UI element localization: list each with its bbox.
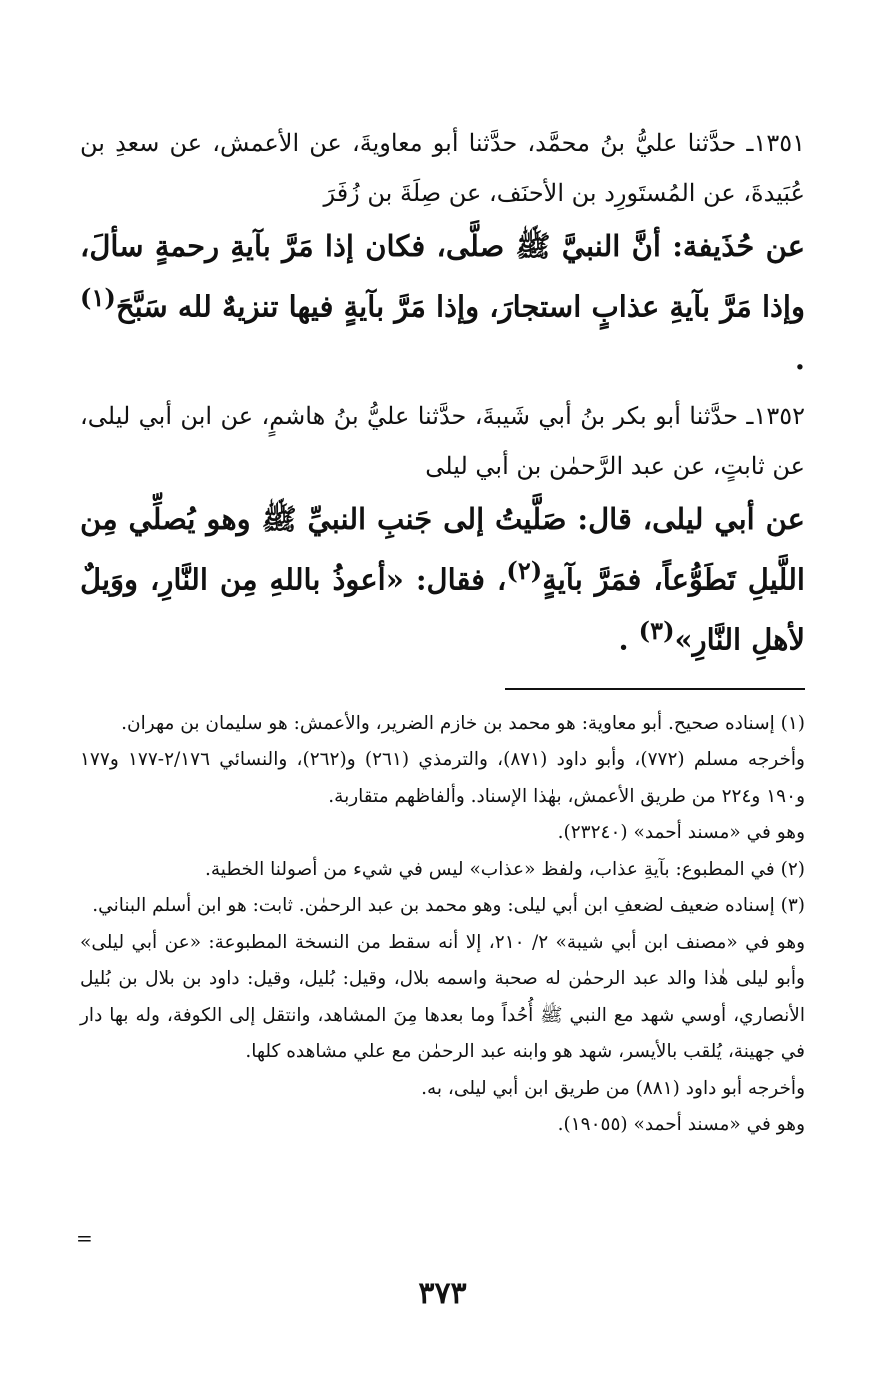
hadith-1352-matn [80, 493, 805, 666]
main-text [80, 118, 805, 666]
hadith-1351-matn-text: عن حُذَيفة: أنَّ النبيَّ ﷺ صلَّى، فكان إذا مَرَّ بآيةِ رحمةٍ سألَ، وإذا مَرَّ بآيةِ عذابٍ استجارَ، وإذا مَرَّ بآيةٍ فيها تنزيهٌ لله سَبَّحَ [80, 229, 805, 324]
hadith-1352-isnad: ١٣٥٢ـ حدَّثنا أبو بكر بنُ أبي شَيبةَ، حدَّثنا عليُّ بنُ هاشمٍ، عن ابن أبي ليلى، عن ثابتٍ، عن عبد الرَّحمٰن بن أبي ليلى [80, 401, 805, 480]
hadith-1351-end: . [794, 341, 805, 376]
footnote-ref-1: (١) [80, 283, 116, 312]
footnote-ref-3: (٣) [638, 616, 675, 646]
footnote-ref-2: (٢) [506, 555, 543, 585]
footnotes [80, 706, 805, 1144]
footnote-paragraph: وهو في «مسند أحمد» (٢٣٢٤٠). [557, 822, 805, 844]
footnote-paragraph: وهو في «مسند أحمد» (١٩٠٥٥). [557, 1114, 805, 1136]
hadith-1352-end: . [618, 622, 639, 657]
page-number: ٣٧٣ [418, 1276, 467, 1311]
footnote-paragraph: وأخرجه أبو داود (٨٨١) من طريق ابن أبي ليلى، به. [421, 1077, 805, 1099]
footnote-paragraph: وهو في «مصنف ابن أبي شيبة» ٢/ ٢١٠، إلا أنه سقط من النسخة المطبوعة: «عن أبي ليلى» وأبو ليلى هٰذا والد عبد الرحمٰن له صحبة واسمه بلال، وقيل: بُليل، وقيل: داود بن بلال بن بُليل الأنصاري، أوسي شهد مع النبي ﷺ أُحُداً وما بعدها مِنَ المشاهد، وانتقل إلى الكوفة، وله بها دار في جهينة، يُلقب بالأيسر، شهد هو وابنه عبد الرحمٰن مع علي مشاهده كلها. [80, 931, 806, 1063]
hadith-1352-matn-part1: عن أبي ليلى، قال: صَلَّيتُ إلى جَنبِ النبيِّ ﷺ وهو يُصلِّي مِن اللَّيلِ تَطَوُّعاً، فمَرَّ بآيةٍ [80, 501, 805, 597]
footnote-paragraph: (١) إسناده صحيح. أبو معاوية: هو محمد بن خازم الضرير، والأعمش: هو سليمان بن مهران. [121, 712, 805, 734]
footnote-divider [505, 688, 805, 690]
hadith-1351-matn [80, 220, 805, 385]
footnote-paragraph: (٣) إسناده ضعيف لضعفِ ابن أبي ليلى: وهو محمد بن عبد الرحمٰن. ثابت: هو ابن أسلم البناني. [92, 895, 805, 917]
footnote-paragraph: (٢) في المطبوع: بآيةِ عذاب، ولفظ «عذاب» ليس في شيء من أصولنا الخطية. [204, 858, 805, 880]
continuation-mark: = [76, 1226, 93, 1250]
hadith-1352-matn-part2: ، فقال: «أعوذُ باللهِ مِن النَّارِ، ووَيلٌ لأهلِ النَّارِ» [80, 562, 805, 657]
footnote-paragraph: وأخرجه مسلم (٧٧٢)، وأبو داود (٨٧١)، والترمذي (٢٦١) و(٢٦٢)، والنسائي ٢/١٧٦-١٧٧ و١٧٧ و١٩٠ و٢٢٤ من طريق الأعمش، بهٰذا الإسناد. وألفاظهم متقاربة. [80, 749, 805, 807]
hadith-1351-isnad: ١٣٥١ـ حدَّثنا عليُّ بنُ محمَّد، حدَّثنا أبو معاويةَ، عن الأعمش، عن سعدِ بن عُبَيدةَ، عن المُستَورِد بن الأحنَف، عن صِلَةَ بن زُفَرَ [80, 129, 805, 207]
